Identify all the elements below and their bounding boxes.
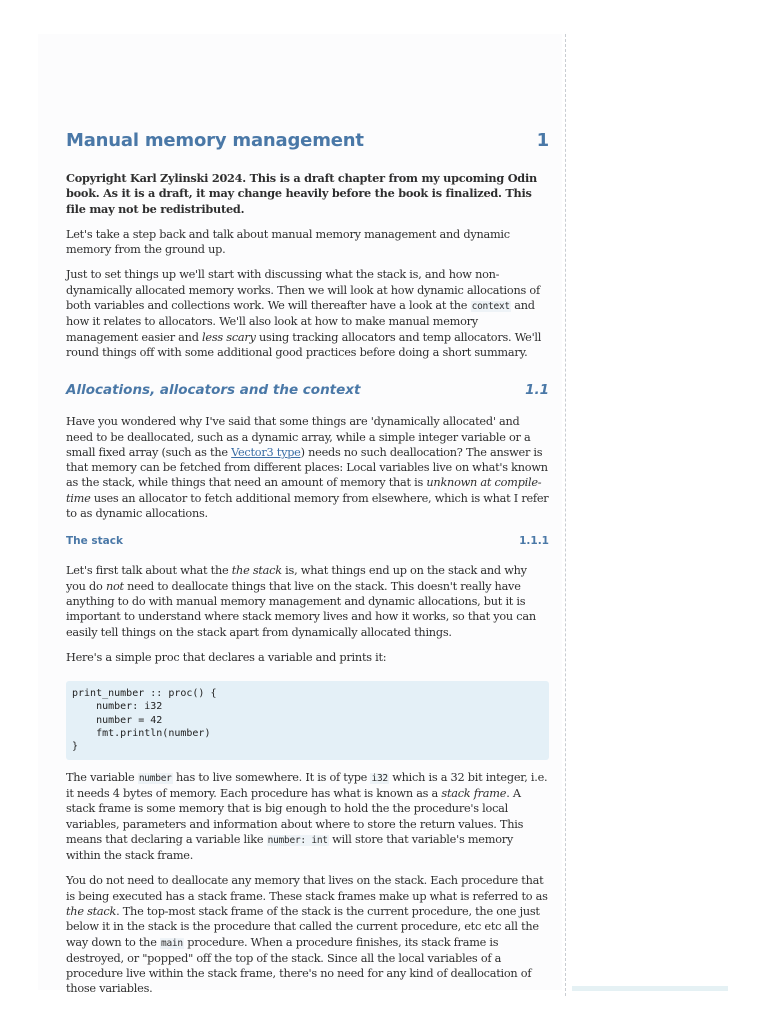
subsection-heading (66, 535, 549, 547)
section-paragraph-1: Have you wondered why I've said that some things are 'dynamically allocated' and need to be deallocated, such as a dynamic array, while a simple integer variable or a small fixed array (such as the Vector3 type) needs no such deallocation? The answer is that memory can be fetched from different places: Local variables live on what's known as the stack, while things that need an amount of memory that is unknown at compile-time uses an allocator to fetch additional memory from elsewhere, which is what I refer to as dynamic allocations. (66, 415, 549, 521)
inline-code: main (160, 937, 183, 949)
subsection-number: 1.1.1 (519, 535, 549, 548)
code-block: print_number :: proc() { number: i32 number = 42 fmt.println(number) } (66, 681, 549, 759)
section-heading (66, 382, 549, 398)
section-number: 1.1 (525, 382, 549, 399)
chapter-content (66, 130, 549, 1007)
inline-code: number (138, 772, 172, 784)
inline-code: context (471, 301, 510, 313)
inline-code: i32 (371, 772, 388, 784)
copyright-notice: Copyright Karl Zylinski 2024. This is a draft chapter from my upcoming Odin book. As it is a draft, it may change heavily before the book is finalized. This file may not be redistributed. (66, 171, 537, 216)
section-title: Allocations, allocators and the context (66, 382, 361, 399)
chapter-number: 1 (536, 130, 549, 151)
intro-paragraph-2: Just to set things up we'll start with discussing what the stack is, and how non-dynamically allocated memory works. Then we will look at how dynamic allocations of both variables and collections work. We will thereafter have a look at the context and how it relates to allocators. We'll also look at how to make manual memory management easier and less scary using tracking allocators and temp allocators. We'll round things off with some additional good practices before doing a short summary. (66, 268, 542, 359)
subsection-title: The stack (66, 535, 123, 548)
chapter-heading (66, 130, 549, 151)
chapter-title: Manual memory management (66, 130, 364, 151)
intro-paragraph-1: Let's take a step back and talk about manual memory management and dynamic memory from the ground up. (66, 227, 510, 257)
stack-paragraph-3: The variable number has to live somewhere. It is of type i32 which is a 32 bit integer, i.e. it needs 4 bytes of memory. Each procedure has what is known as a stack frame. A stack frame is some memory that is big enough to hold the the procedure's local variables, parameters and information about where to store the return values. This means that declaring a variable like number: int will store that variable's memory within the stack frame. (66, 770, 548, 863)
stack-paragraph-2: Here's a simple proc that declares a variable and prints it: (66, 650, 387, 664)
page-divider (565, 34, 566, 996)
stack-paragraph-4: You do not need to deallocate any memory that lives on the stack. Each procedure that is being executed has a stack frame. These stack frames make up what is referred to as the stack. The top-most stack frame of the stack is the current procedure, the one just below it in the stack is the procedure that called the current procedure, etc etc all the way down to the main procedure. When a procedure finishes, its stack frame is destroyed, or "popped" off the top of the stack. Since all the local variables of a procedure live within the stack frame, there's no need for any kind of deallocation of those variables. (66, 874, 548, 996)
stack-paragraph-1: Let's first talk about what the the stack is, what things end up on the stack and why you do not need to deallocate things that live on the stack. This doesn't really have anything to do with manual memory management and dynamic allocations, but it is important to understand where stack memory lives and how it works, so that you can easily tell things on the stack apart from dynamically allocated things. (66, 564, 536, 639)
inline-code: number: int (267, 834, 328, 846)
next-page-edge (572, 986, 728, 991)
vector3-type-link[interactable]: Vector3 type (231, 445, 301, 459)
